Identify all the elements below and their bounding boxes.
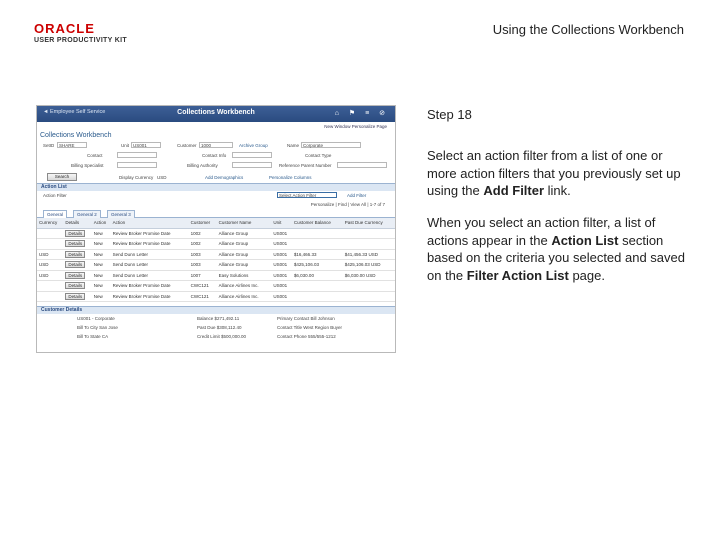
- shot-action-filter-label: Action Filter: [43, 193, 67, 198]
- shot-grid-cell: [92, 239, 111, 250]
- shot-grid-cell: [37, 270, 63, 281]
- shot-grid-cell: [37, 291, 63, 302]
- shot-cell-text: US001: [273, 262, 288, 268]
- shot-customer-details-body: [37, 314, 395, 341]
- shot-details-button[interactable]: Details: [65, 293, 85, 300]
- shot-customer-detail-text: Bill To City San Jose: [77, 325, 118, 330]
- shot-grid-cell: [63, 270, 91, 281]
- shot-tab-general[interactable]: General: [43, 210, 67, 218]
- shot-grid-cell: [92, 249, 111, 260]
- shot-cell-text: US001: [273, 272, 288, 278]
- shot-display-currency-value: USD: [157, 175, 167, 180]
- shot-grid-cell: [217, 291, 272, 302]
- shot-grid-cell: [271, 270, 292, 281]
- shot-cell-text: Send Dunn Letter: [112, 272, 148, 278]
- shot-grid-cell: [292, 228, 343, 239]
- shot-col-unit: Unit: [271, 218, 292, 228]
- shot-action-filter-row: [37, 191, 395, 201]
- logo-upk-text: USER PRODUCTIVITY KIT: [34, 37, 127, 44]
- shot-grid-cell: [189, 270, 217, 281]
- shot-customer-detail-text: Past Due $308,112.40: [197, 325, 242, 330]
- shot-cell-text: Alliance Airlines Inc.: [218, 293, 259, 299]
- p1-text-before: Select an action filter from a list of one or more action filters that you previously set up using the: [427, 148, 681, 198]
- shot-cell-text: Alliance Group: [218, 262, 249, 268]
- shot-customer-detail-text: Balance $271,492.11: [197, 316, 240, 321]
- shot-grid-cell: [343, 249, 395, 260]
- shot-cell-text: CWC121: [190, 283, 209, 289]
- shot-grid-cell: [343, 291, 395, 302]
- shot-details-button[interactable]: Details: [65, 282, 85, 289]
- shot-page-title: Collections Workbench: [177, 109, 255, 116]
- shot-grid-cell: [343, 228, 395, 239]
- shot-grid-row: [37, 270, 395, 281]
- shot-grid-cell: [292, 239, 343, 250]
- shot-cell-text: $425,106.03 USD: [344, 262, 381, 268]
- shot-cell-text: Send Dunn Letter: [112, 262, 148, 268]
- shot-details-button[interactable]: Details: [65, 261, 85, 268]
- shot-grid-cell: [189, 291, 217, 302]
- shot-grid-cell: [111, 228, 189, 239]
- shot-billing-specialist-label: Billing Specialist: [71, 163, 104, 168]
- shot-customer-detail-row: [37, 332, 395, 341]
- shot-grid-cell: [37, 228, 63, 239]
- shot-grid-row: [37, 281, 395, 292]
- shot-grid-cell: [271, 281, 292, 292]
- shot-cell-text: New: [93, 241, 103, 247]
- shot-name-value: Corporate: [303, 143, 324, 148]
- shot-cell-text: Review Broker Promise Date: [112, 293, 171, 299]
- shot-grid-cell: [271, 239, 292, 250]
- shot-grid-cell: [343, 270, 395, 281]
- shot-grid-cell: [92, 281, 111, 292]
- instruction-paragraph-2: [427, 214, 692, 284]
- shot-ref-parent-label: Reference Parent Number: [279, 163, 332, 168]
- shot-customer-details-title: Customer Details: [41, 307, 83, 313]
- shot-grid-cell: [189, 239, 217, 250]
- shot-cell-text: New: [93, 283, 103, 289]
- shot-grid-cell: [189, 228, 217, 239]
- logo-oracle-text: ORACLE: [34, 21, 95, 36]
- shot-col-customer: Customer: [189, 218, 217, 228]
- shot-grid-cell: [292, 270, 343, 281]
- workbench-screenshot: [36, 105, 396, 353]
- shot-col-past-due: Past Due Currency: [343, 218, 395, 228]
- shot-cell-text: Review Broker Promise Date: [112, 241, 171, 247]
- shot-customer-value: 1000: [201, 143, 212, 148]
- shot-grid-cell: [343, 239, 395, 250]
- shot-grid-cell: [343, 260, 395, 271]
- shot-cell-text: 1003: [190, 251, 201, 257]
- shot-col-balance: Customer Balance: [292, 218, 343, 228]
- shot-cell-text: USD: [39, 262, 49, 268]
- p1-text-after: link.: [544, 183, 571, 198]
- shot-personalize-columns-link[interactable]: Personalize Columns: [269, 175, 312, 180]
- shot-banner: [37, 106, 395, 122]
- shot-cell-text: $16,466.33: [293, 251, 317, 257]
- shot-grid-cell: [63, 291, 91, 302]
- shot-archive-link: Archive Group: [239, 143, 268, 148]
- shot-customer-detail-row: [37, 323, 395, 332]
- shot-grid-cell: [111, 270, 189, 281]
- shot-ref-parent-field: [337, 162, 387, 168]
- shot-filter-row-3: [37, 161, 395, 171]
- shot-cell-text: 1003: [190, 262, 201, 268]
- shot-action-grid: [37, 218, 395, 302]
- shot-grid-cell: [92, 260, 111, 271]
- shot-cell-text: 1002: [190, 241, 201, 247]
- shot-col-details: Details: [63, 218, 91, 228]
- shot-grid-cell: [37, 260, 63, 271]
- shot-cell-text: Review Broker Promise Date: [112, 230, 171, 236]
- shot-cell-text: US001: [273, 283, 288, 289]
- shot-grid-cell: [63, 249, 91, 260]
- document-title: Using the Collections Workbench: [492, 22, 684, 37]
- shot-cell-text: $425,106.03: [293, 262, 319, 268]
- shot-customer-label: Customer: [177, 143, 197, 148]
- shot-search-button[interactable]: Search: [47, 173, 77, 181]
- shot-col-customer-name: Customer Name: [217, 218, 272, 228]
- shot-col-action: Action: [92, 218, 111, 228]
- shot-grid-row: [37, 291, 395, 302]
- shot-grid-cell: [63, 281, 91, 292]
- shot-cell-text: $41,456.33 USD: [344, 251, 379, 257]
- shot-grid-cell: [111, 260, 189, 271]
- shot-cell-text: New: [93, 251, 103, 257]
- p1-add-filter: Add Filter: [483, 183, 545, 198]
- shot-tab-general-2[interactable]: General 2: [73, 210, 101, 218]
- shot-cell-text: Easy Solutions: [218, 272, 249, 278]
- shot-cell-text: USD: [39, 272, 49, 278]
- shot-contact-info-label: Contact Info: [202, 153, 227, 158]
- shot-cell-text: US001: [273, 293, 288, 299]
- shot-customer-detail-text: Bill To State CA: [77, 334, 109, 339]
- shot-cell-text: US001: [273, 230, 288, 236]
- shot-contact-label: Contact: [87, 153, 103, 158]
- shot-cell-text: $6,030.00 USD: [344, 272, 376, 278]
- shot-cell-text: New: [93, 293, 103, 299]
- shot-top-links: New Window Personalize Page: [324, 124, 387, 129]
- shot-grid-cell: [217, 228, 272, 239]
- shot-home-nav: ◄ Employee Self Service: [43, 109, 106, 115]
- shot-name-label: Name: [287, 143, 300, 148]
- shot-grid-cell: [189, 260, 217, 271]
- p2-text-3: page.: [568, 267, 605, 283]
- shot-grid-cell: [37, 281, 63, 292]
- shot-grid-cell: [217, 281, 272, 292]
- shot-grid-cell: [343, 281, 395, 292]
- shot-details-button[interactable]: Details: [65, 251, 85, 258]
- shot-details-button[interactable]: Details: [65, 230, 85, 237]
- shot-cell-text: USD: [39, 251, 49, 257]
- shot-contact-type-label: Contact Type: [305, 153, 332, 158]
- shot-cell-text: US001: [273, 241, 288, 247]
- p2-text-1: When you select an action filter, a list of actions appear in the: [427, 215, 656, 248]
- shot-paging-row: [37, 201, 395, 209]
- shot-grid-cell: [217, 260, 272, 271]
- shot-grid-cell: [92, 228, 111, 239]
- shot-grid-cell: [92, 291, 111, 302]
- shot-billing-specialist-field: [117, 162, 157, 168]
- shot-grid-cell: [37, 239, 63, 250]
- shot-unit-label: Unit: [121, 143, 130, 148]
- shot-cell-text: Alliance Group: [218, 251, 249, 257]
- shot-grid-cell: [292, 281, 343, 292]
- shot-grid-cell: [217, 249, 272, 260]
- shot-grid-cell: [271, 291, 292, 302]
- shot-grid-cell: [292, 260, 343, 271]
- p2-text-2: section based on the criteria you selected and saved on the: [427, 232, 686, 283]
- shot-setid-value: SHARE: [59, 143, 75, 148]
- shot-grid-cell: [111, 239, 189, 250]
- shot-col-action-desc: Action: [111, 218, 189, 228]
- shot-add-demographics-link[interactable]: Add Demographics: [205, 175, 244, 180]
- shot-details-button[interactable]: Details: [65, 272, 85, 279]
- shot-details-button[interactable]: Details: [65, 240, 85, 247]
- shot-cell-text: 1002: [190, 230, 201, 236]
- shot-contact-field: [117, 152, 157, 158]
- shot-grid-cell: [271, 260, 292, 271]
- shot-customer-detail-text: US001 - Corporate: [77, 316, 115, 321]
- shot-customer-detail-text: Contact Phone 555/555-1212: [277, 334, 336, 339]
- shot-cell-text: New: [93, 272, 103, 278]
- shot-filter-row-2: [37, 151, 395, 161]
- shot-grid-cell: [217, 270, 272, 281]
- shot-unit-value: US001: [133, 143, 147, 148]
- shot-grid-cell: [63, 228, 91, 239]
- shot-tab-general-3[interactable]: General 3: [107, 210, 135, 218]
- shot-customer-detail-text: Contact Title West Region Buyer: [277, 325, 342, 330]
- shot-cell-text: Alliance Group: [218, 230, 249, 236]
- shot-banner-icons: ⌂ ⚑ ≡ ⊘: [334, 110, 389, 117]
- shot-cell-text: New: [93, 230, 103, 236]
- shot-grid-cell: [63, 239, 91, 250]
- shot-grid-cell: [63, 260, 91, 271]
- shot-action-filter-value: Select Action Filter: [279, 193, 317, 198]
- shot-cell-text: New: [93, 262, 103, 268]
- shot-grid-cell: [111, 291, 189, 302]
- shot-action-list-title: Action List: [41, 184, 67, 190]
- shot-grid-cell: [292, 249, 343, 260]
- shot-billing-authority-label: Billing Authority: [187, 163, 218, 168]
- shot-grid-body: [37, 228, 395, 302]
- shot-grid-cell: [271, 228, 292, 239]
- shot-customer-detail-text: Credit Limit $500,000.00: [197, 334, 247, 339]
- shot-grid-cell: [37, 249, 63, 260]
- shot-cell-text: CWC121: [190, 293, 209, 299]
- shot-grid-cell: [92, 270, 111, 281]
- shot-customer-details-header: [37, 306, 395, 314]
- shot-setid-label: SetID: [43, 143, 55, 148]
- shot-heading: Collections Workbench: [40, 132, 112, 139]
- shot-grid-row: [37, 228, 395, 239]
- shot-billing-authority-field: [232, 162, 272, 168]
- shot-grid-tabs: [37, 209, 395, 218]
- shot-customer-detail-text: Primary Contact Bill Johnson: [277, 316, 335, 321]
- p2-filter-action-list: Filter Action List: [466, 267, 569, 283]
- shot-cell-text: Alliance Airlines Inc.: [218, 283, 259, 289]
- instruction-paragraph-1: [427, 147, 692, 200]
- shot-cell-text: Review Broker Promise Date: [112, 283, 171, 289]
- shot-col-currency: Currency: [37, 218, 63, 228]
- shot-grid-cell: [271, 249, 292, 260]
- shot-add-filter-link[interactable]: Add Filter: [347, 193, 367, 198]
- shot-grid-cell: [292, 291, 343, 302]
- shot-grid-row: [37, 239, 395, 250]
- shot-cell-text: US001: [273, 251, 288, 257]
- shot-customer-detail-row: [37, 314, 395, 323]
- shot-cell-text: $6,030.00: [293, 272, 314, 278]
- shot-search-row: [37, 171, 395, 183]
- shot-cell-text: 1007: [190, 272, 201, 278]
- shot-grid-row: [37, 249, 395, 260]
- shot-filter-row-1: [37, 141, 395, 151]
- shot-action-list-header: [37, 183, 395, 191]
- shot-grid-cell: [217, 239, 272, 250]
- shot-grid-cell: [111, 281, 189, 292]
- shot-cell-text: Send Dunn Letter: [112, 251, 148, 257]
- shot-grid-header-row: [37, 218, 395, 228]
- shot-grid-cell: [189, 249, 217, 260]
- oracle-upk-logo: [34, 22, 134, 52]
- shot-display-currency-label: Display Currency: [119, 175, 154, 180]
- step-label: Step 18: [427, 107, 472, 122]
- shot-grid-row: [37, 260, 395, 271]
- shot-contact-info-field: [232, 152, 272, 158]
- shot-grid-cell: [189, 281, 217, 292]
- shot-grid-cell: [111, 249, 189, 260]
- p2-action-list: Action List: [551, 232, 619, 248]
- shot-paging-text: Personalize | Find | View All | 1-7 of 7: [310, 202, 385, 207]
- shot-cell-text: Alliance Group: [218, 241, 249, 247]
